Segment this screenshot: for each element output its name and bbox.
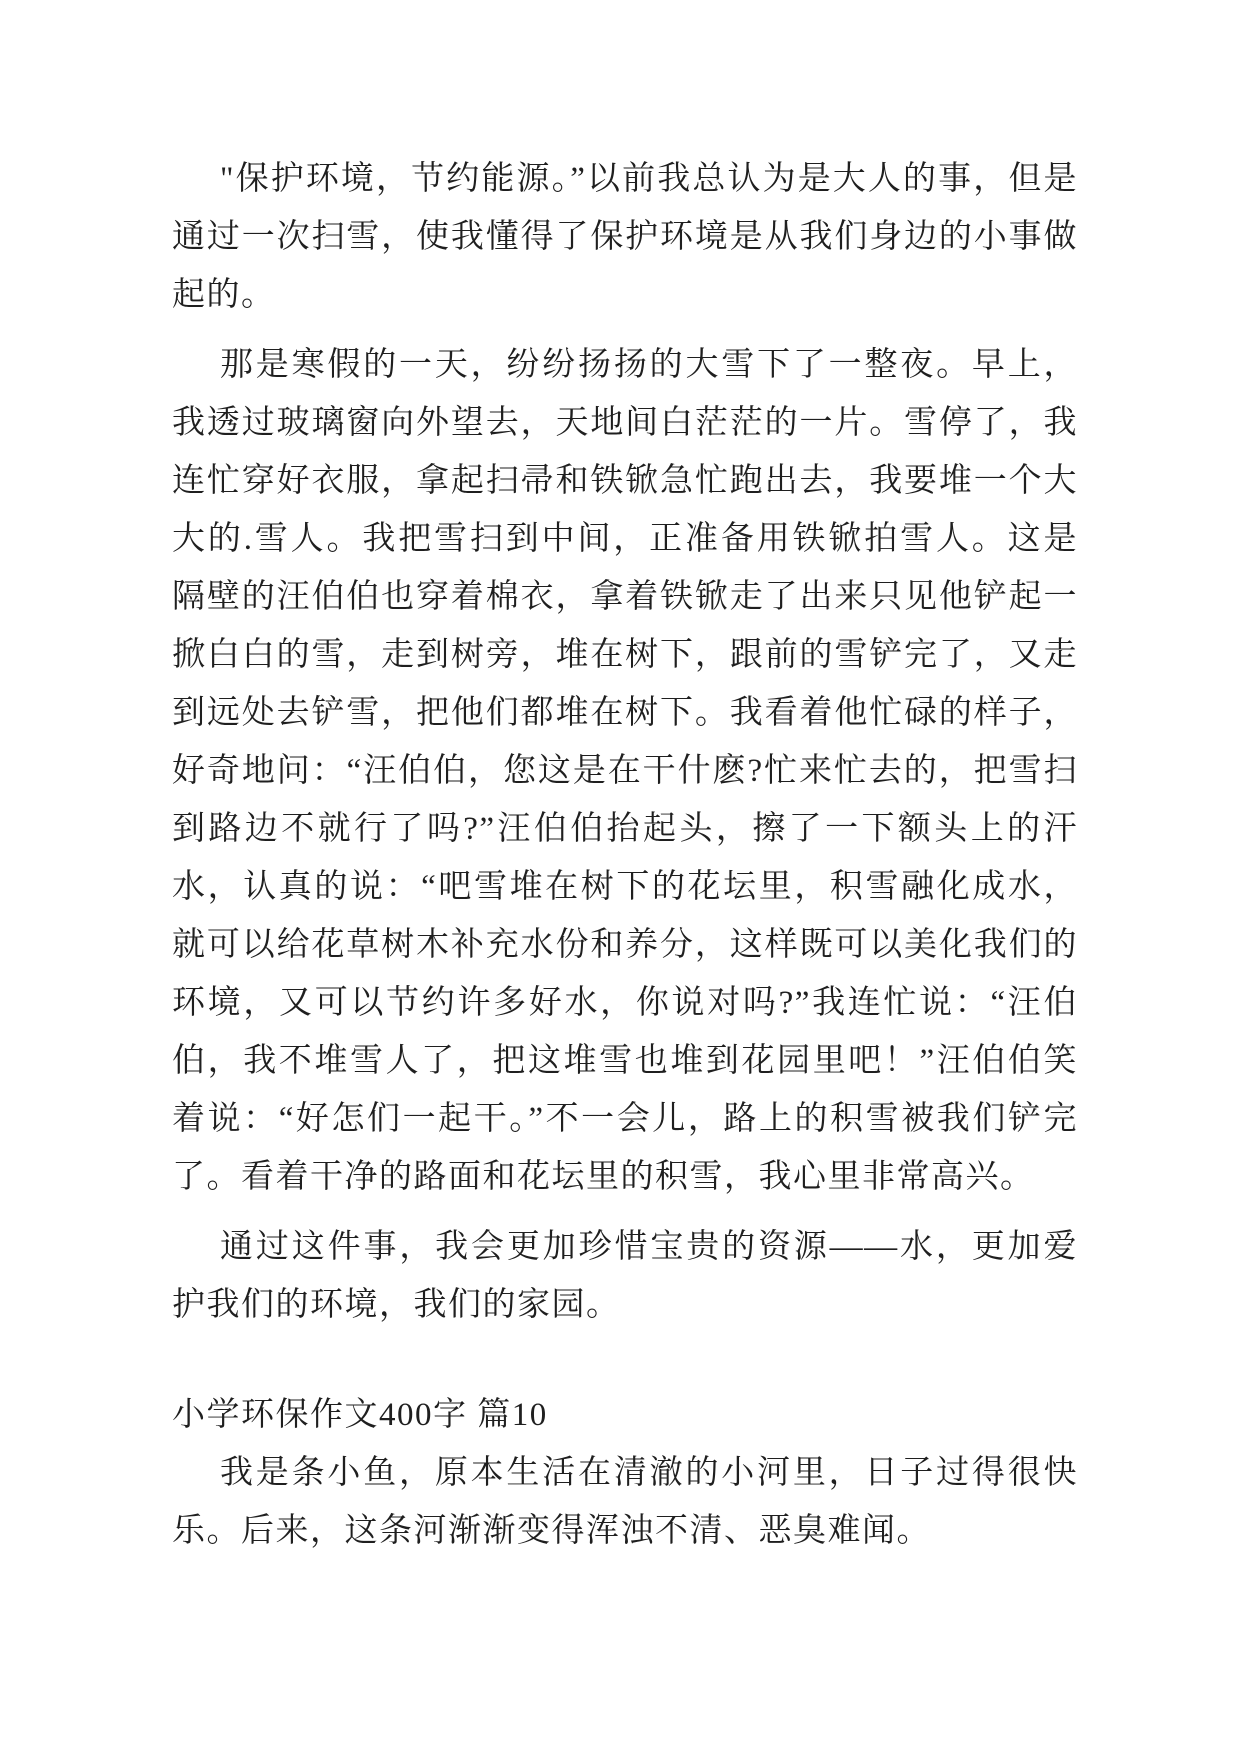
section-heading-essay-10: 小学环保作文400字 篇10	[172, 1397, 548, 1433]
essay-paragraph-conclusion: 通过这件事，我会更加珍惜宝贵的资源——水，更加爱护我们的环境，我们的家园。	[172, 1229, 1078, 1323]
essay10-paragraph-intro: 我是条小鱼，原本生活在清澈的小河里，日子过得很快乐。后来，这条河渐渐变得浑浊不清、恶臭难闻。	[172, 1455, 1078, 1549]
essay-paragraph-intro: "保护环境，节约能源。”以前我总认为是大人的事，但是通过一次扫雪，使我懂得了保护环境是从我们身边的小事做起的。	[172, 161, 1078, 313]
essay-paragraph-story: 那是寒假的一天，纷纷扬扬的大雪下了一整夜。早上，我透过玻璃窗向外望去，天地间白茫茫的一片。雪停了，我连忙穿好衣服，拿起扫帚和铁锨急忙跑出去，我要堆一个大大的.雪人。我把雪扫到中间，正准备用铁锨拍雪人。这是隔壁的汪伯伯也穿着棉衣，拿着铁锨走了出来只见他铲起一掀白白的雪，走到树旁，堆在树下，跟前的雪铲完了，又走到远处去铲雪，把他们都堆在树下。我看着他忙碌的样子，好奇地问：“汪伯伯，您这是在干什麽?忙来忙去的，把雪扫到路边不就行了吗?”汪伯伯抬起头，擦了一下额头上的汗水，认真的说：“吧雪堆在树下的花坛里，积雪融化成水，就可以给花草树木补充水份和养分，这样既可以美化我们的环境，又可以节约许多好水，你说对吗?”我连忙说：“汪伯伯，我不堆雪人了，把这堆雪也堆到花园里吧！”汪伯伯笑着说：“好怎们一起干。”不一会儿，路上的积雪被我们铲完了。看着干净的路面和花坛里的积雪，我心里非常高兴。	[172, 347, 1078, 1195]
